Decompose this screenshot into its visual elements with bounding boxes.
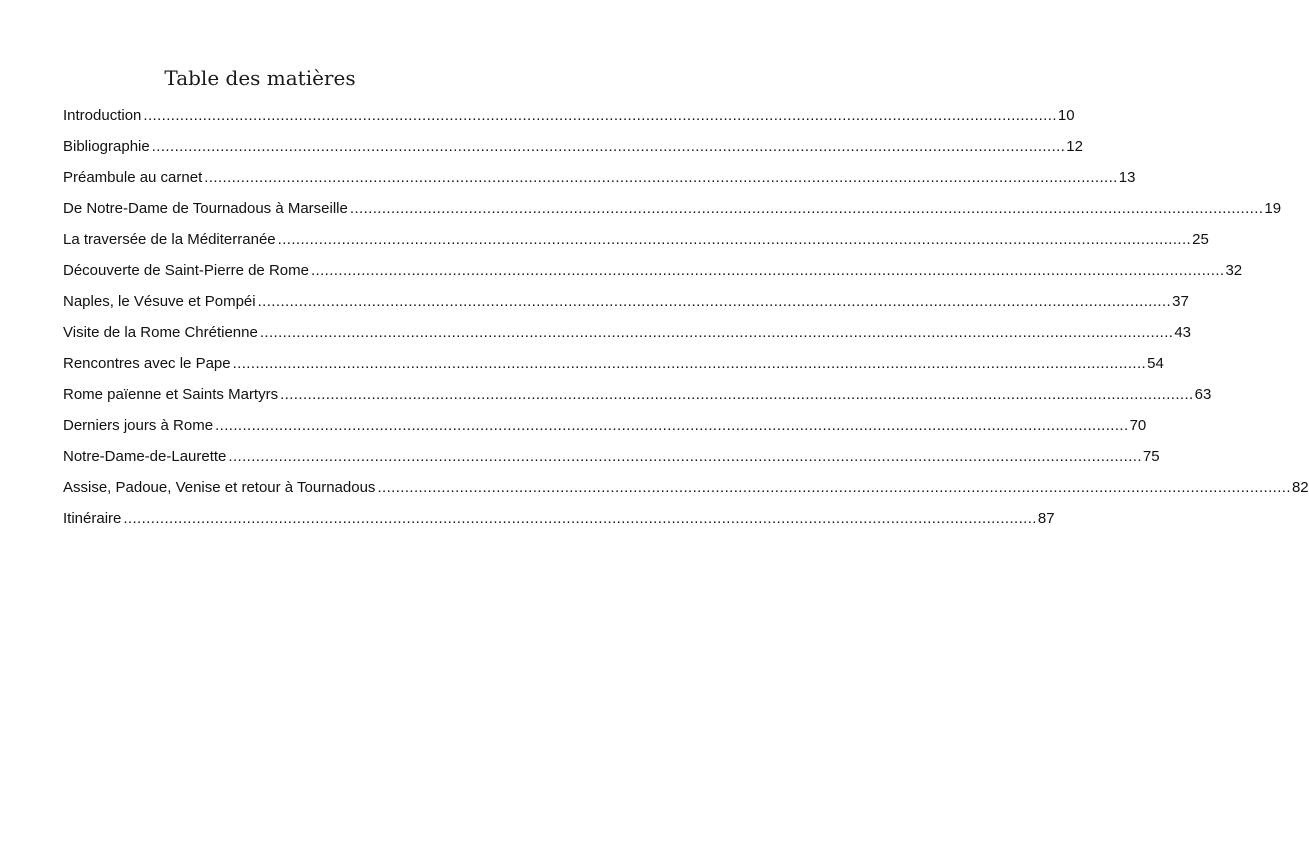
toc-entry-page-number: 43 bbox=[1174, 324, 1192, 341]
toc-dot-leader: ........................................................................................................................................................................................................ bbox=[215, 417, 1129, 434]
toc-entry bbox=[63, 289, 1189, 320]
toc-entry bbox=[63, 227, 1209, 258]
toc-entry-page-number: 87 bbox=[1037, 510, 1055, 527]
toc-entry-page-number: 13 bbox=[1118, 169, 1136, 186]
toc-dot-leader: ........................................................................................................................................................................................................ bbox=[123, 510, 1037, 527]
toc-entry-label: Introduction bbox=[63, 107, 142, 124]
toc-entry-label: Notre-Dame-de-Laurette bbox=[63, 448, 227, 465]
toc-entry bbox=[63, 475, 1309, 506]
toc-list bbox=[63, 103, 1309, 537]
toc-entry bbox=[63, 320, 1192, 351]
toc-dot-leader: ........................................................................................................................................................................................................ bbox=[349, 200, 1264, 217]
toc-title: Table des matières bbox=[164, 66, 356, 90]
toc-entry-page-number: 25 bbox=[1192, 231, 1209, 248]
toc-entry-label: Itinéraire bbox=[63, 510, 122, 527]
toc-entry bbox=[63, 382, 1212, 413]
toc-entry bbox=[63, 506, 1055, 537]
toc-entry-page-number: 63 bbox=[1194, 386, 1212, 403]
toc-entry-label: Naples, le Vésuve et Pompéi bbox=[63, 293, 256, 310]
toc-entry-label: Assise, Padoue, Venise et retour à Tournadous bbox=[63, 479, 376, 496]
toc-entry-label: Derniers jours à Rome bbox=[63, 417, 214, 434]
toc-entry-label: Préambule au carnet bbox=[63, 169, 203, 186]
toc-entry-page-number: 54 bbox=[1147, 355, 1164, 372]
toc-entry-page-number: 10 bbox=[1057, 107, 1075, 124]
toc-entry-label: Rencontres avec le Pape bbox=[63, 355, 231, 372]
toc-entry-label: De Notre-Dame de Tournadous à Marseille bbox=[63, 200, 348, 217]
toc-entry-page-number: 12 bbox=[1066, 138, 1083, 155]
toc-entry-page-number: 82 bbox=[1291, 479, 1309, 496]
toc-entry-page-number: 32 bbox=[1225, 262, 1243, 279]
toc-entry-page-number: 70 bbox=[1129, 417, 1147, 434]
toc-entry-label: Bibliographie bbox=[63, 138, 150, 155]
toc-dot-leader: ........................................................................................................................................................................................................ bbox=[310, 262, 1225, 279]
toc-dot-leader: ........................................................................................................................................................................................................ bbox=[232, 355, 1147, 372]
toc-entry-label: La traversée de la Méditerranée bbox=[63, 231, 276, 248]
toc-dot-leader: ........................................................................................................................................................................................................ bbox=[277, 231, 1192, 248]
toc-dot-leader: ........................................................................................................................................................................................................ bbox=[280, 386, 1194, 403]
toc-entry-label: Rome païenne et Saints Martyrs bbox=[63, 386, 279, 403]
toc-dot-leader: ........................................................................................................................................................................................................ bbox=[257, 293, 1172, 310]
toc-entry-page-number: 75 bbox=[1142, 448, 1160, 465]
toc-entry bbox=[63, 165, 1136, 196]
toc-entry-page-number: 19 bbox=[1264, 200, 1282, 217]
toc-dot-leader: ........................................................................................................................................................................................................ bbox=[151, 138, 1066, 155]
toc-entry bbox=[63, 351, 1164, 382]
toc-entry bbox=[63, 134, 1083, 165]
toc-dot-leader: ........................................................................................................................................................................................................ bbox=[143, 107, 1057, 124]
toc-dot-leader: ........................................................................................................................................................................................................ bbox=[204, 169, 1118, 186]
toc-entry bbox=[63, 258, 1243, 289]
toc-entry bbox=[63, 196, 1282, 227]
toc-dot-leader: ........................................................................................................................................................................................................ bbox=[259, 324, 1174, 341]
toc-entry-label: Découverte de Saint-Pierre de Rome bbox=[63, 262, 309, 279]
toc-dot-leader: ........................................................................................................................................................................................................ bbox=[377, 479, 1291, 496]
toc-entry-page-number: 37 bbox=[1172, 293, 1189, 310]
toc-entry bbox=[63, 413, 1147, 444]
toc-entry bbox=[63, 103, 1075, 134]
toc-dot-leader: ........................................................................................................................................................................................................ bbox=[228, 448, 1142, 465]
toc-entry-label: Visite de la Rome Chrétienne bbox=[63, 324, 258, 341]
toc-entry bbox=[63, 444, 1160, 475]
